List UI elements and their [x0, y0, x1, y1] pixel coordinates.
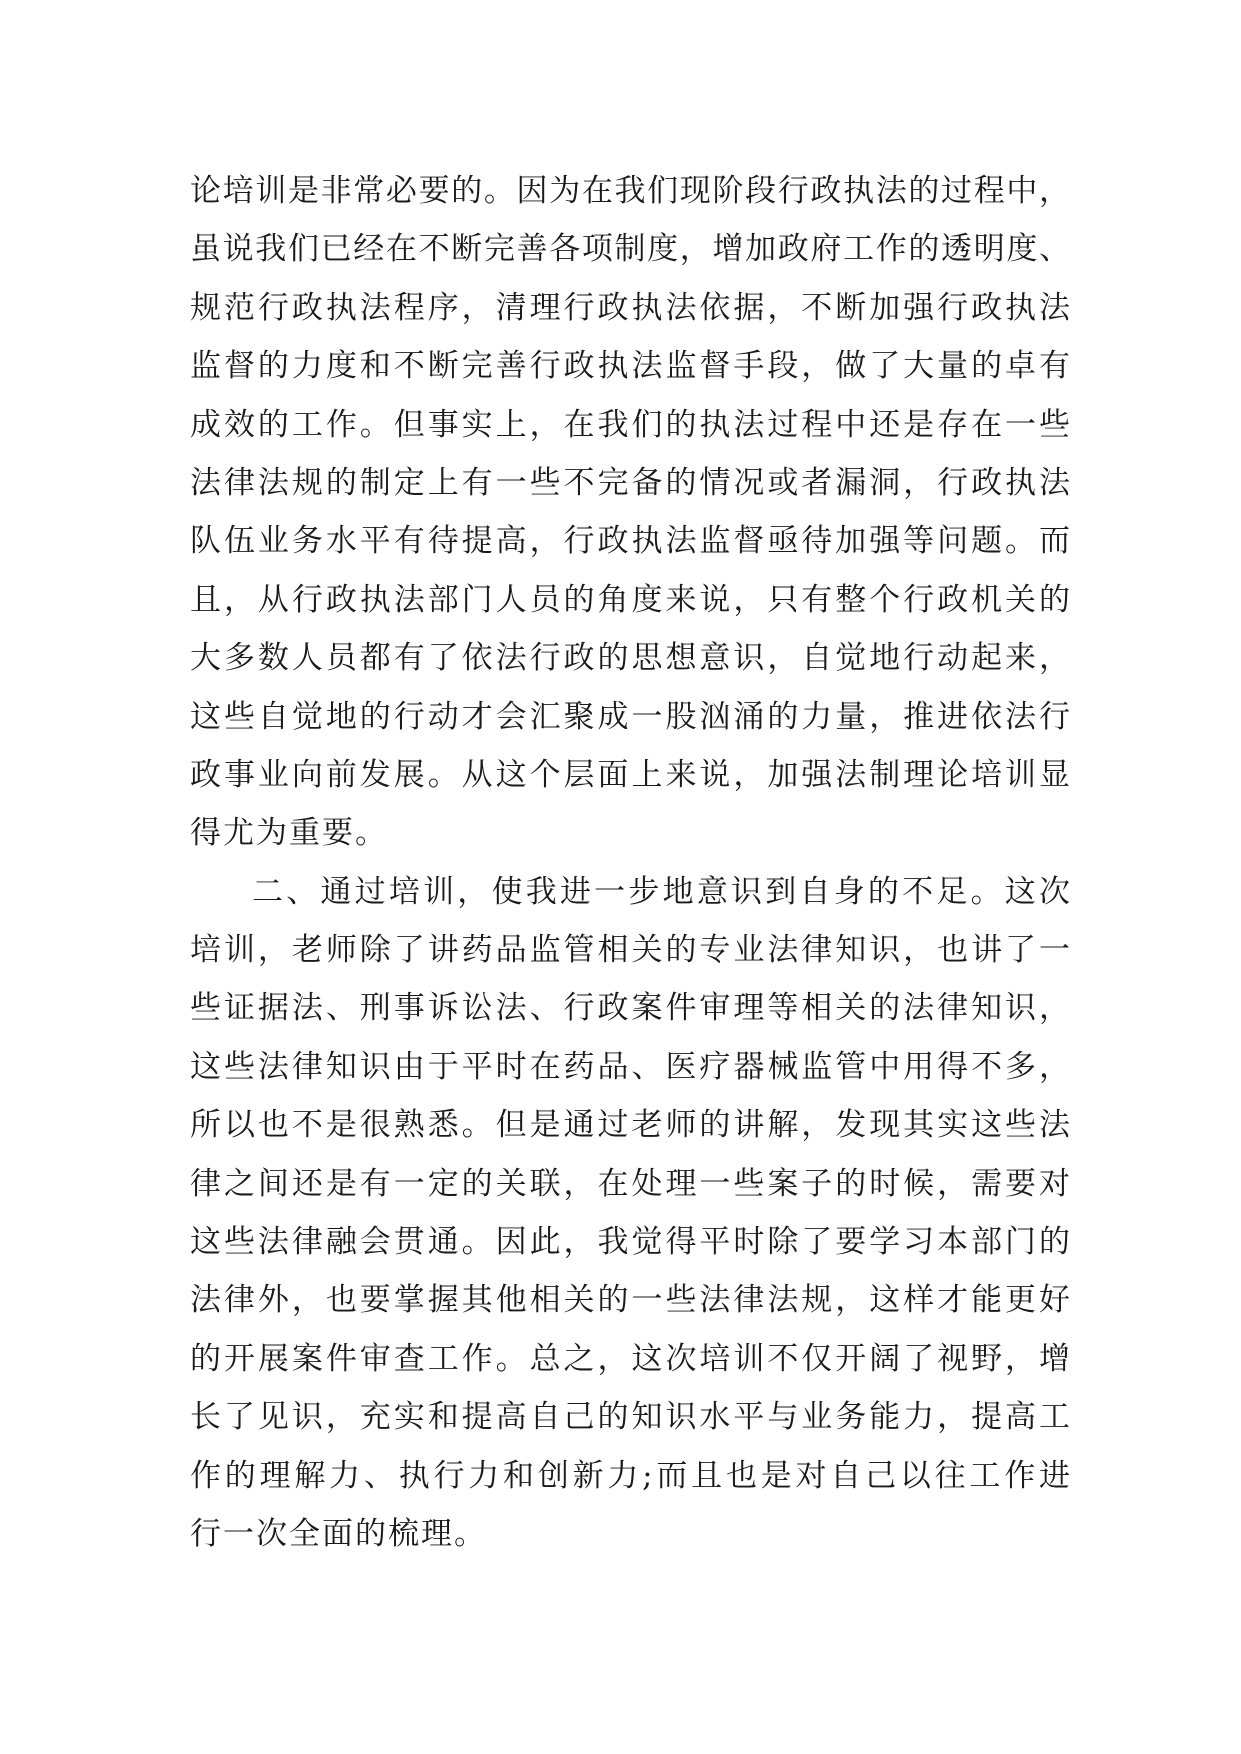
text-line: 律之间还是有一定的关联，在处理一些案子的时候，需要对 [190, 1165, 1070, 1202]
body-text [190, 162, 1070, 1563]
text-line: 的开展案件审查工作。总之，这次培训不仅开阔了视野，增 [190, 1340, 1070, 1377]
text-line: 政事业向前发展。从这个层面上来说，加强法制理论培训显 [190, 756, 1070, 793]
text-line: 大多数人员都有了依法行政的思想意识，自觉地行动起来， [190, 640, 1070, 677]
text-line: 长了见识，充实和提高自己的知识水平与业务能力，提高工 [190, 1399, 1070, 1436]
text-line: 法律外，也要掌握其他相关的一些法律法规，这样才能更好 [190, 1282, 1070, 1319]
text-line: 论培训是非常必要的。因为在我们现阶段行政执法的过程中， [190, 173, 1070, 209]
paragraph-start-line: 二、通过培训，使我进一步地意识到自身的不足。这次 [252, 873, 1070, 910]
text-line: 监督的力度和不断完善行政执法监督手段，做了大量的卓有 [190, 348, 1070, 385]
text-line: 得尤为重要。 [190, 815, 388, 852]
text-line: 规范行政执法程序，清理行政执法依据，不断加强行政执法 [190, 289, 1070, 326]
text-line: 这些法律知识由于平时在药品、医疗器械监管中用得不多， [190, 1048, 1070, 1085]
text-line: 这些法律融会贯通。因此，我觉得平时除了要学习本部门的 [190, 1224, 1070, 1261]
text-line: 虽说我们已经在不断完善各项制度，增加政府工作的透明度、 [190, 231, 1070, 268]
text-line: 队伍业务水平有待提高，行政执法监督亟待加强等问题。而 [190, 523, 1070, 560]
text-line: 作的理解力、执行力和创新力;而且也是对自己以往工作进 [190, 1457, 1070, 1494]
text-line: 些证据法、刑事诉讼法、行政案件审理等相关的法律知识， [190, 990, 1070, 1027]
text-line: 这些自觉地的行动才会汇聚成一股汹涌的力量，推进依法行 [190, 698, 1070, 735]
text-line: 行一次全面的梳理。 [190, 1515, 487, 1552]
text-line: 成效的工作。但事实上，在我们的执法过程中还是存在一些 [190, 406, 1070, 443]
text-line: 法律法规的制定上有一些不完备的情况或者漏洞，行政执法 [190, 464, 1070, 501]
text-line: 且，从行政执法部门人员的角度来说，只有整个行政机关的 [190, 581, 1070, 618]
text-line: 培训，老师除了讲药品监管相关的专业法律知识，也讲了一 [190, 932, 1070, 969]
text-line: 所以也不是很熟悉。但是通过老师的讲解，发现其实这些法 [190, 1107, 1070, 1144]
